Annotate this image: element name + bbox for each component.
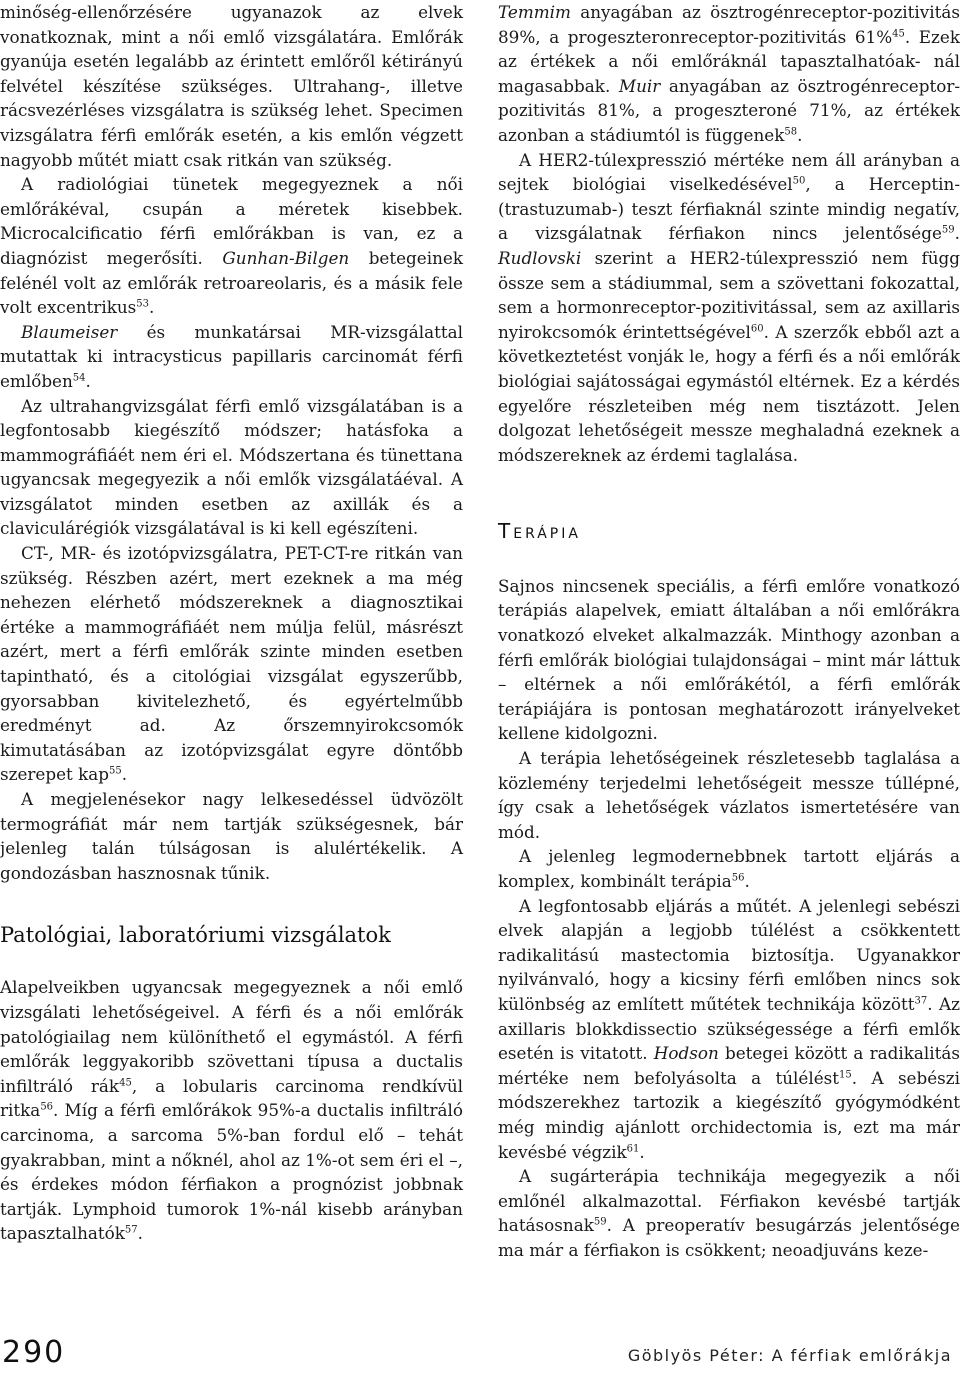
paragraph: Az ultrahangvizsgálat férfi emlő vizsgálatában is a legfontosabb kiegészítő módszer; hatásfoka a mammográfiáét nem éri el. Módszertana és tünettana ugyancsak megegyezik a női emlők vizsgálatáéval. A vizsgálatot minden esetben az axillák és a claviculárégiók vizsgálatával is ki kell egészíteni. <box>0 395 463 539</box>
paragraph: Alapelveikben ugyancsak megegyeznek a női emlő vizsgálati lehetőségeivel. A férfi és a női emlőrák patológiailag nem különíthető el egymástól. A férfi emlőrák leggyakoribb szövettani típusa a ductalis infiltráló rák$^{45}$, a lobularis carcinoma rendkívül ritka$^{56}$. Míg a férfi emlőrákok 95%-a ductalis infiltráló carcinoma, a sarcoma 5%-ban fordul elő – tehát gyakrabban, mint a nőknél, ahol az 1%-ot sem éri el –, és érdekes módon férfiakon a prognózist jobbnak tartják. Lymphoid tumorok 1%-nál kisebb arányban tapasztalhatók$^{57}$. <box>0 977 463 1244</box>
reference: 45 <box>892 28 905 39</box>
reference: 61 <box>626 1142 640 1154</box>
running-head: Göblyös Péter: A férfiak emlőrákja <box>627 1346 952 1365</box>
reference: 50 <box>792 175 806 187</box>
paragraph: CT-, MR- és izotópvizsgálatra, PET-CT-re ritkán van szükség. Részben azért, mert ezeknek a ma még nehezen elérhető módszereknek a diagnosztikai értéke a mammográfiáét nem múlja felül, másrészt azért, mert a férfi emlőrák szinte minden esetben tapintható, és a citológiai vizsgálat egyszerűbb, gyorsabban kivitelezhető, és egyértelműbb eredményt ad. Az őrszemnyirokcsomók kimutatásában az izotópvizsgálat egyre döntőbb szerepet kap$^{55}$. <box>0 543 463 785</box>
paragraph: A terápia lehetőségeinek részletesebb taglalása a közlemény terjedelmi lehetőségeit messze túllépné, így csak a lehetőségek vázlatos ismertetésére van mód. <box>498 748 960 842</box>
reference: 54 <box>72 372 86 384</box>
reference: 55 <box>109 765 122 777</box>
reference: 15 <box>839 1069 852 1081</box>
reference: 53 <box>136 298 150 310</box>
paragraph: Temmim anyagában az ösztrogénreceptor-pozitivitás 89%, a progeszteronreceptor-pozitivitás 61%$^{45}$. Ezek az értékek a női emlőráknál tapasztalhatóak- nál magasabbak. Muir anyagában az ösztrogénreceptor-pozitivitás 81%, a progeszteroné 71%, az értékek azonban a stádiumtól is függenek$^{58}$. <box>498 2 960 145</box>
author-name: Temmim <box>498 2 571 22</box>
right-column <box>498 0 960 1263</box>
left-column <box>0 0 463 1246</box>
reference: 45 <box>119 1077 132 1089</box>
reference: 56 <box>40 1101 54 1113</box>
reference: 56 <box>731 872 745 884</box>
section-title: Terápia <box>498 519 581 544</box>
paragraph: A HER2-túlexpresszió mértéke nem áll arányban a sejtek biológiai viselkedésével$^{50}$, a Herceptin- (trastuzumab-) teszt férfiaknál szinte mindig negatív, a vizsgálatnak férfiakon nincs jelentősége$^{59}$. Rudlovski szerint a HER2-túlexpresszió nem függ össze sem a stádiummal, sem a szövettani fokozattal, sem a hormonreceptor-pozitivitással, sem az axillaris nyirokcsomók érintettségével$^{60}$. A szerzők ebből azt a következtetést vonják le, hogy a férfi és a női emlőrák biológiai sajátosságai egymástól eltérnek. Ez a kérdés egyelőre részleteiben még nem tisztázott. Jelen dolgozat lehetőségeit messze meghaladná ezeknek a módszereknek az érdemi taglalása. <box>498 149 960 465</box>
paragraph: Sajnos nincsenek speciális, a férfi emlőre vonatkozó terápiás alapelvek, emiatt általában a női emlőrákra vonatkozó elveket alkalmazzák. Minthogy azonban a férfi emlőrák biológiai tulajdonságai – mint már láttuk – eltérnek a női emlőrákétól, a férfi emlőrák terápiájára is pontosan meghatározott irányelveket kellene kidolgozni. <box>498 575 960 744</box>
paragraph: minőség-ellenőrzésére ugyanazok az elvek vonatkoznak, mint a női emlő vizsgálatára. Emlőrák gyanúja esetén legalább az érintett emlőről kétirányú felvétel készítése szükséges. Ultrahang-, illetve rácsvezérléses vizsgálatra is szükség lehet. Specimen vizsgálatra férfi emlőrák esetén, a kis emlőn végzett nagyobb műtét miatt csak ritkán van szükség. <box>0 2 463 170</box>
reference: 59 <box>593 1216 607 1228</box>
author-name: Blaumeiser <box>21 321 118 342</box>
reference: 57 <box>124 1224 138 1236</box>
paragraph: A legfontosabb eljárás a műtét. A jelenlegi sebészi elvek alapján a legjobb túlélést a csökkentett radikalitású mastectomia biztosítja. Ugyanakkor nyilvánvaló, hogy a kicsiny férfi emlőben nincs sok különbség az említett műtétek technikája között$^{37}$. Az axillaris blokkdissectio szükségessége a férfi emlők esetén is vitatott. Hodson betegei között a radikalitás mértéke nem befolyásolta a túlélést$^{15}$. A sebészi módszerekhez tartozik a kiegészítő gyógymódként még mindig ajánlott orchidectomia is, ezt ma már kevésbé végzik$^{61}$. <box>498 895 960 1162</box>
author-name: Muir <box>618 75 661 96</box>
paragraph: A sugárterápia technikája megegyezik a női emlőnél alkalmazottal. Férfiakon kevésbé tartják hatásosnak$^{59}$. A preoperatív besugárzás jelentősége ma már a férfiakon is csökkent; neoadjuváns keze- <box>498 1166 960 1260</box>
paragraph: Blaumeiser és munkatársai MR-vizsgálattal mutattak ki intracysticus papillaris carcinomát férfi emlőben$^{54}$. <box>0 321 463 391</box>
author-name: Hodson <box>653 1043 719 1064</box>
reference: 60 <box>750 323 764 335</box>
paragraph: A megjelenésekor nagy lelkesedéssel üdvözölt termográfiát már nem tartják szükségesnek, bár jelenleg talán túlságosan is alulértékelik. A gondozásban hasznosnak tűnik. <box>0 789 463 883</box>
reference: 58 <box>784 126 798 138</box>
paragraph: A radiológiai tünetek megegyeznek a női emlőrákéval, csupán a méretek kisebbek. Microcalcificatio férfi emlőrákban is van, ez a diagnózist megerősíti. Gunhan-Bilgen betegeinek felénél volt az emlőrák retroareolaris, és a másik fele volt excentrikus$^{53}$. <box>0 174 463 318</box>
reference: 59 <box>941 224 955 236</box>
page-number: 290 <box>2 1335 66 1370</box>
subsection-title: Patológiai, laboratóriumi vizsgálatok <box>0 923 391 948</box>
reference: 37 <box>914 995 928 1007</box>
author-name: Rudlovski <box>498 247 582 268</box>
paragraph: A jelenleg legmodernebbnek tartott eljárás a komplex, kombinált terápia$^{56}$. <box>498 846 960 891</box>
author-name: Gunhan-Bilgen <box>222 247 350 268</box>
